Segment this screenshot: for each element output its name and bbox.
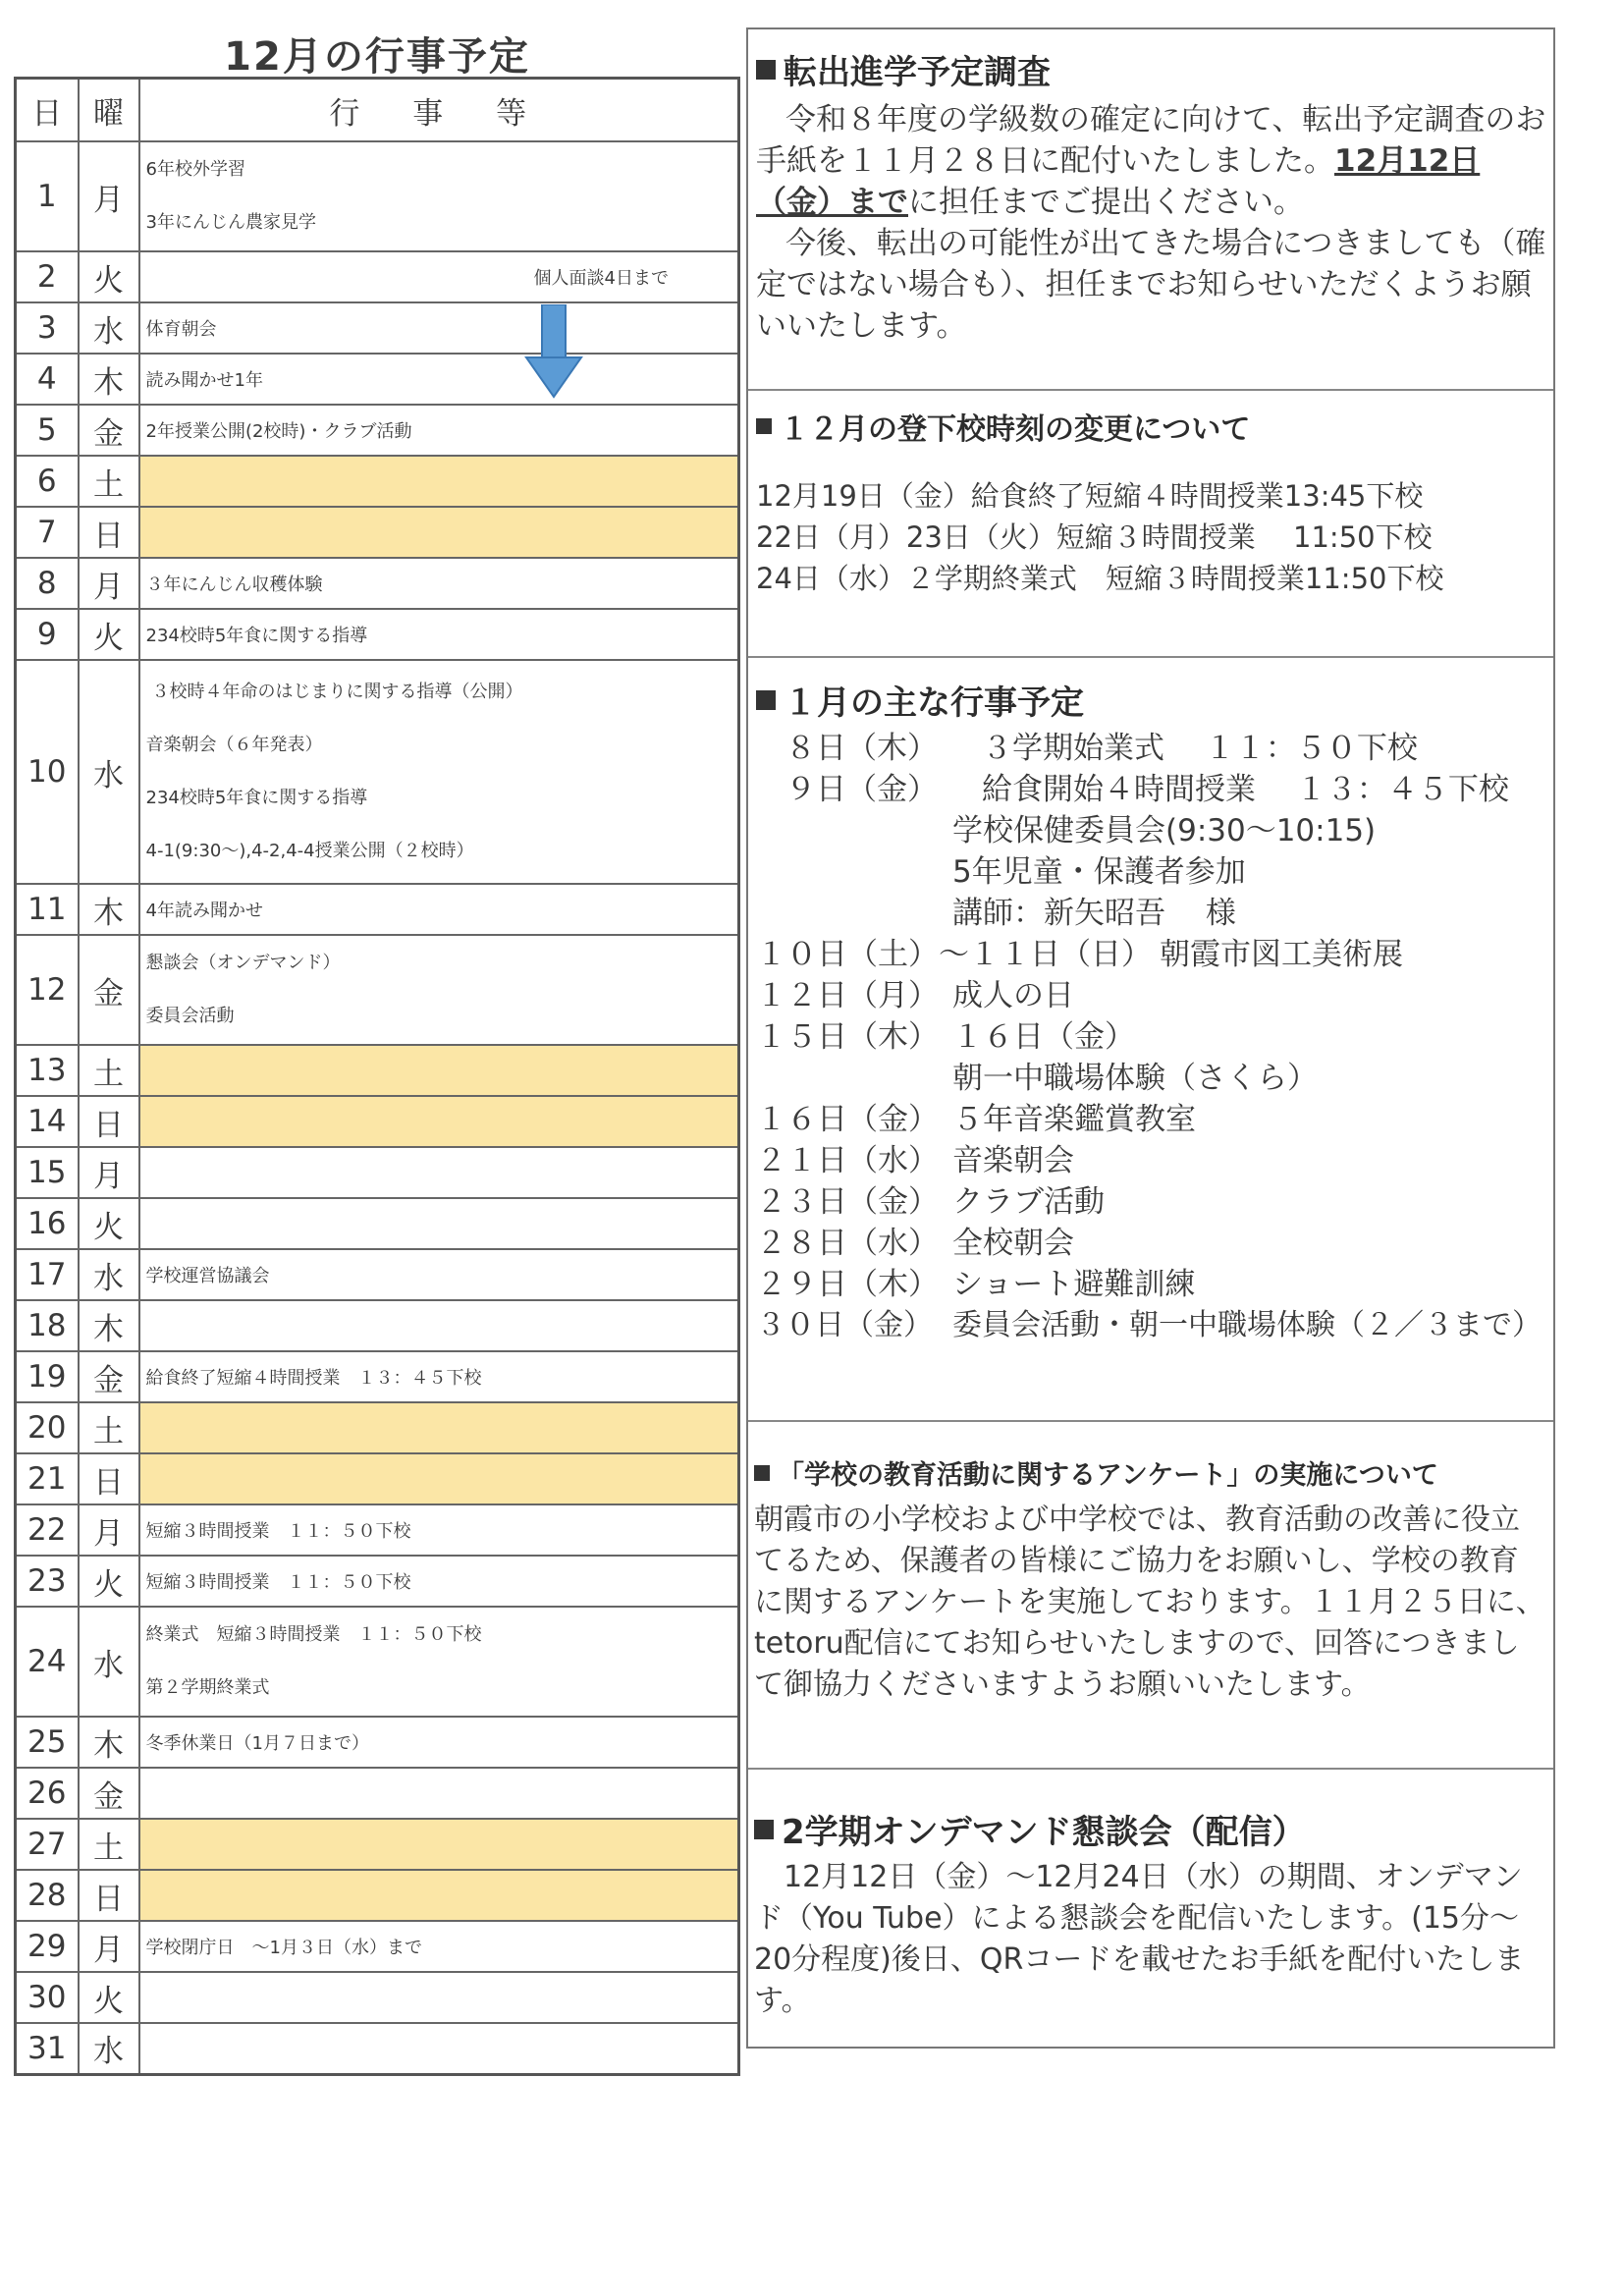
january-date: １０日（土）～１１日（日）	[756, 937, 1152, 972]
weekday: 日	[79, 1453, 139, 1504]
day-number: 31	[16, 2023, 79, 2074]
day-number: 19	[16, 1351, 79, 1402]
weekday: 月	[79, 141, 139, 251]
transfer-body-1: 令和８年度の学級数の確定に向けて、転出予定調査のお手紙を１１月２８日に配付いたしました。	[756, 102, 1546, 179]
event-line: 給食終了短縮４時間授業 １３：４５下校	[145, 1368, 482, 1389]
calendar-table	[14, 77, 740, 2076]
event-line: 短縮３時間授業 １１：５０下校	[145, 1521, 411, 1542]
january-item	[756, 810, 1547, 851]
weekday: 土	[79, 1045, 139, 1096]
square-bullet-icon	[754, 1820, 774, 1839]
weekday: 水	[79, 2023, 139, 2074]
event-line: 234校時5年食に関する指導	[145, 626, 368, 646]
events-cell	[139, 1453, 739, 1504]
day-number: 26	[16, 1768, 79, 1819]
weekday: 火	[79, 1198, 139, 1249]
january-section	[748, 658, 1553, 1422]
event-line: ３校時４年命のはじまりに関する指導（公開）	[151, 682, 523, 702]
weekday: 土	[79, 1819, 139, 1870]
january-date: １２日（月）	[756, 978, 939, 1013]
january-item	[756, 1058, 1547, 1099]
weekday: 月	[79, 1504, 139, 1556]
event-line: 冬季休業日（1月７日まで）	[145, 1733, 369, 1754]
events-cell	[139, 507, 739, 558]
weekday: 日	[79, 1870, 139, 1921]
weekday: 木	[79, 1717, 139, 1768]
calendar-row	[16, 1453, 739, 1504]
event-line: 委員会活動	[145, 1006, 235, 1026]
january-event: 委員会活動・朝一中職場体験（２／３まで）	[952, 1308, 1542, 1342]
weekday: 日	[79, 507, 139, 558]
event-line: 学校運営協議会	[145, 1266, 270, 1286]
january-item	[756, 1305, 1547, 1346]
events-cell	[139, 935, 739, 1045]
january-item	[756, 1264, 1547, 1305]
calendar-row	[16, 1096, 739, 1147]
survey-title: 「学校の教育活動に関するアンケート」の実施について	[778, 1460, 1438, 1491]
events-cell	[139, 1045, 739, 1096]
day-number: 24	[16, 1607, 79, 1717]
event-line: 4年読み聞かせ	[145, 901, 263, 921]
transfer-body-3: 今後、転出の可能性が出てきた場合につきましても（確定ではない場合も）、担任までお知らせいただくようお願いいたします。	[756, 226, 1546, 344]
events-cell	[139, 1556, 739, 1607]
calendar-row	[16, 1402, 739, 1453]
weekday: 月	[79, 558, 139, 609]
january-item	[756, 1223, 1547, 1264]
january-event: 朝一中職場体験（さくら）	[952, 1061, 1318, 1096]
day-number: 3	[16, 302, 79, 354]
weekday: 金	[79, 1768, 139, 1819]
schedule-change-line: 12月19日（金）給食終了短縮４時間授業13:45下校	[756, 479, 1424, 513]
january-event: クラブ活動	[952, 1184, 1105, 1220]
events-cell	[139, 354, 739, 405]
events-cell	[139, 302, 739, 354]
january-item	[756, 1016, 1547, 1058]
event-line: 懇談会（オンデマンド）	[145, 953, 341, 973]
january-title: １月の主な行事予定	[784, 683, 1084, 723]
event-line: 個人面談4日まで	[533, 268, 669, 289]
day-number: 1	[16, 141, 79, 251]
events-cell	[139, 1972, 739, 2023]
calendar-row	[16, 456, 739, 507]
calendar-row	[16, 1198, 739, 1249]
january-date: ２３日（金）	[756, 1184, 939, 1220]
schedule-change-title: １２月の登下校時刻の変更について	[780, 412, 1251, 447]
day-number: 8	[16, 558, 79, 609]
weekday: 土	[79, 1402, 139, 1453]
weekday: 水	[79, 660, 139, 884]
day-number: 20	[16, 1402, 79, 1453]
day-number: 14	[16, 1096, 79, 1147]
january-list	[756, 728, 1547, 1346]
survey-section	[748, 1422, 1553, 1770]
weekday: 火	[79, 1972, 139, 2023]
event-line: 終業式 短縮３時間授業 １１：５０下校	[145, 1624, 482, 1645]
calendar-row	[16, 660, 739, 884]
event-line: 第２学期終業式	[145, 1677, 270, 1698]
calendar-row	[16, 1607, 739, 1717]
day-number: 17	[16, 1249, 79, 1300]
weekday: 日	[79, 1096, 139, 1147]
events-cell	[139, 558, 739, 609]
square-bullet-icon	[754, 1465, 770, 1481]
weekday: 金	[79, 1351, 139, 1402]
january-event: ５年音楽鑑賞教室	[952, 1102, 1196, 1137]
ondemand-body: 12月12日（金）～12月24日（水）の期間、オンデマンド（You Tube）による懇談会を配信いたします。(15分～20分程度)後日、QRコードを載せたお手紙を配付いたします。	[754, 1860, 1525, 2018]
square-bullet-icon	[756, 60, 776, 80]
events-cell	[139, 1504, 739, 1556]
schedule-change-line: 22日（月）23日（火）短縮３時間授業 11:50下校	[756, 520, 1433, 554]
january-event: 朝霞市図工美術展	[1160, 937, 1403, 972]
events-cell	[139, 1402, 739, 1453]
header-weekday: 曜	[79, 79, 139, 142]
calendar-row	[16, 1147, 739, 1198]
events-cell	[139, 1921, 739, 1972]
january-event: １６日（金）	[952, 1019, 1135, 1055]
header-events: 行 事 等	[139, 79, 739, 142]
january-event: 学校保健委員会(9:30～10:15)	[952, 813, 1377, 848]
events-cell	[139, 1147, 739, 1198]
weekday: 金	[79, 935, 139, 1045]
day-number: 13	[16, 1045, 79, 1096]
day-number: 21	[16, 1453, 79, 1504]
weekday: 木	[79, 884, 139, 935]
day-number: 9	[16, 609, 79, 660]
calendar-row	[16, 1972, 739, 2023]
calendar-row	[16, 1300, 739, 1351]
weekday: 火	[79, 1556, 139, 1607]
event-line: 234校時5年食に関する指導	[145, 788, 368, 808]
weekday: 木	[79, 354, 139, 405]
calendar-row	[16, 1921, 739, 1972]
day-number: 4	[16, 354, 79, 405]
weekday: 水	[79, 302, 139, 354]
calendar-row	[16, 141, 739, 251]
events-cell	[139, 1870, 739, 1921]
day-number: 10	[16, 660, 79, 884]
january-event: 講師：新矢昭吾 様	[952, 896, 1236, 931]
events-cell	[139, 405, 739, 456]
ondemand-title: 2学期オンデマンド懇談会（配信）	[782, 1813, 1306, 1852]
day-number: 27	[16, 1819, 79, 1870]
events-cell	[139, 1198, 739, 1249]
calendar-row	[16, 1351, 739, 1402]
day-number: 18	[16, 1300, 79, 1351]
january-date: ２１日（水）	[756, 1143, 939, 1178]
calendar-row	[16, 302, 739, 354]
events-cell	[139, 609, 739, 660]
weekday: 木	[79, 1300, 139, 1351]
weekday: 金	[79, 405, 139, 456]
event-line: 3年にんじん農家見学	[145, 212, 316, 233]
events-cell	[139, 1819, 739, 1870]
day-number: 12	[16, 935, 79, 1045]
event-line: 短縮３時間授業 １１：５０下校	[145, 1572, 411, 1593]
day-number: 25	[16, 1717, 79, 1768]
day-number: 5	[16, 405, 79, 456]
january-item	[756, 893, 1547, 934]
calendar-row	[16, 558, 739, 609]
january-date: ３０日（金）	[756, 1308, 933, 1342]
january-event: 給食開始４時間授業 １３：４５下校	[982, 772, 1509, 807]
day-number: 6	[16, 456, 79, 507]
events-cell	[139, 660, 739, 884]
january-item	[756, 1140, 1547, 1181]
calendar-row	[16, 935, 739, 1045]
january-event: ３学期始業式 １１：５０下校	[982, 731, 1418, 766]
transfer-body-2: に担任までご提出ください。	[908, 185, 1304, 220]
calendar-row	[16, 884, 739, 935]
january-event: 成人の日	[952, 978, 1074, 1013]
january-item	[756, 728, 1547, 769]
calendar-row	[16, 1870, 739, 1921]
calendar-row	[16, 1717, 739, 1768]
event-line: 体育朝会	[145, 319, 217, 340]
january-event: 音楽朝会	[952, 1143, 1074, 1178]
january-date: ２８日（水）	[756, 1226, 939, 1261]
day-number: 29	[16, 1921, 79, 1972]
event-line: 読み聞かせ1年	[145, 370, 263, 391]
day-number: 22	[16, 1504, 79, 1556]
calendar-row	[16, 1819, 739, 1870]
calendar-title: 12月の行事予定	[224, 34, 530, 80]
events-cell	[139, 1768, 739, 1819]
transfer-deadline: 12月12日（金）まで	[756, 143, 1481, 220]
calendar-row	[16, 507, 739, 558]
january-date: ９日（金）	[785, 772, 938, 807]
event-line: ３年にんじん収穫体験	[145, 574, 323, 595]
calendar-row	[16, 609, 739, 660]
weekday: 水	[79, 1249, 139, 1300]
event-line: 6年校外学習	[145, 159, 245, 180]
weekday: 月	[79, 1147, 139, 1198]
january-item	[756, 1099, 1547, 1140]
schedule-change-line: 24日（水）２学期終業式 短縮３時間授業11:50下校	[756, 562, 1444, 595]
info-panel	[746, 27, 1555, 2049]
january-event: 5年児童・保護者参加	[952, 854, 1246, 890]
transfer-body	[756, 99, 1547, 223]
down-arrow-icon	[524, 304, 583, 399]
event-line: 4-1(9:30～),4-2,4-4授業公開（２校時）	[145, 841, 474, 861]
events-cell	[139, 1300, 739, 1351]
survey-body: 朝霞市の小学校および中学校では、教育活動の改善に役立てるため、保護者の皆様にご協力をお願いし、学校の教育に関するアンケートを実施しております。１１月２５日に、tetoru配信にてお知らせいたしますので、回答につきまして御協力くださいますようお願いいたします。	[754, 1503, 1545, 1702]
weekday: 水	[79, 1607, 139, 1717]
day-number: 11	[16, 884, 79, 935]
calendar-row	[16, 405, 739, 456]
event-line: 学校閉庁日 ～1月３日（水）まで	[145, 1938, 422, 1958]
day-number: 28	[16, 1870, 79, 1921]
january-date: １５日（木）	[756, 1019, 939, 1055]
events-cell	[139, 1096, 739, 1147]
weekday: 火	[79, 251, 139, 302]
events-cell	[139, 141, 739, 251]
weekday: 火	[79, 609, 139, 660]
january-date: １６日（金）	[756, 1102, 939, 1137]
day-number: 16	[16, 1198, 79, 1249]
january-item	[756, 975, 1547, 1016]
events-cell	[139, 1351, 739, 1402]
square-bullet-icon	[756, 418, 772, 434]
calendar-row	[16, 1768, 739, 1819]
january-item	[756, 851, 1547, 893]
january-date: ２９日（木）	[756, 1267, 939, 1302]
transfer-section	[748, 29, 1553, 391]
events-cell	[139, 1249, 739, 1300]
events-cell	[139, 2023, 739, 2074]
calendar-row	[16, 251, 739, 302]
calendar-header-row	[16, 79, 739, 142]
event-line: 2年授業公開(2校時)・クラブ活動	[145, 421, 412, 442]
events-cell	[139, 1717, 739, 1768]
january-event: ショート避難訓練	[952, 1267, 1196, 1302]
events-cell	[139, 884, 739, 935]
calendar-row	[16, 1556, 739, 1607]
calendar-row	[16, 354, 739, 405]
day-number: 7	[16, 507, 79, 558]
header-day: 日	[16, 79, 79, 142]
day-number: 2	[16, 251, 79, 302]
calendar-row	[16, 1045, 739, 1096]
january-item	[756, 769, 1547, 810]
square-bullet-icon	[756, 690, 776, 710]
events-cell	[139, 251, 739, 302]
calendar-row	[16, 2023, 739, 2074]
weekday: 土	[79, 456, 139, 507]
january-event: 全校朝会	[952, 1226, 1074, 1261]
event-line: 音楽朝会（６年発表）	[145, 735, 323, 755]
ondemand-section	[748, 1770, 1553, 2050]
calendar-row	[16, 1249, 739, 1300]
day-number: 30	[16, 1972, 79, 2023]
transfer-title: 転出進学予定調査	[784, 53, 1051, 92]
weekday: 月	[79, 1921, 139, 1972]
january-date: ８日（木）	[785, 731, 938, 766]
calendar-row	[16, 1504, 739, 1556]
schedule-change-section	[748, 391, 1553, 658]
january-item	[756, 934, 1547, 975]
january-item	[756, 1181, 1547, 1223]
day-number: 23	[16, 1556, 79, 1607]
events-cell	[139, 1607, 739, 1717]
events-cell	[139, 456, 739, 507]
day-number: 15	[16, 1147, 79, 1198]
